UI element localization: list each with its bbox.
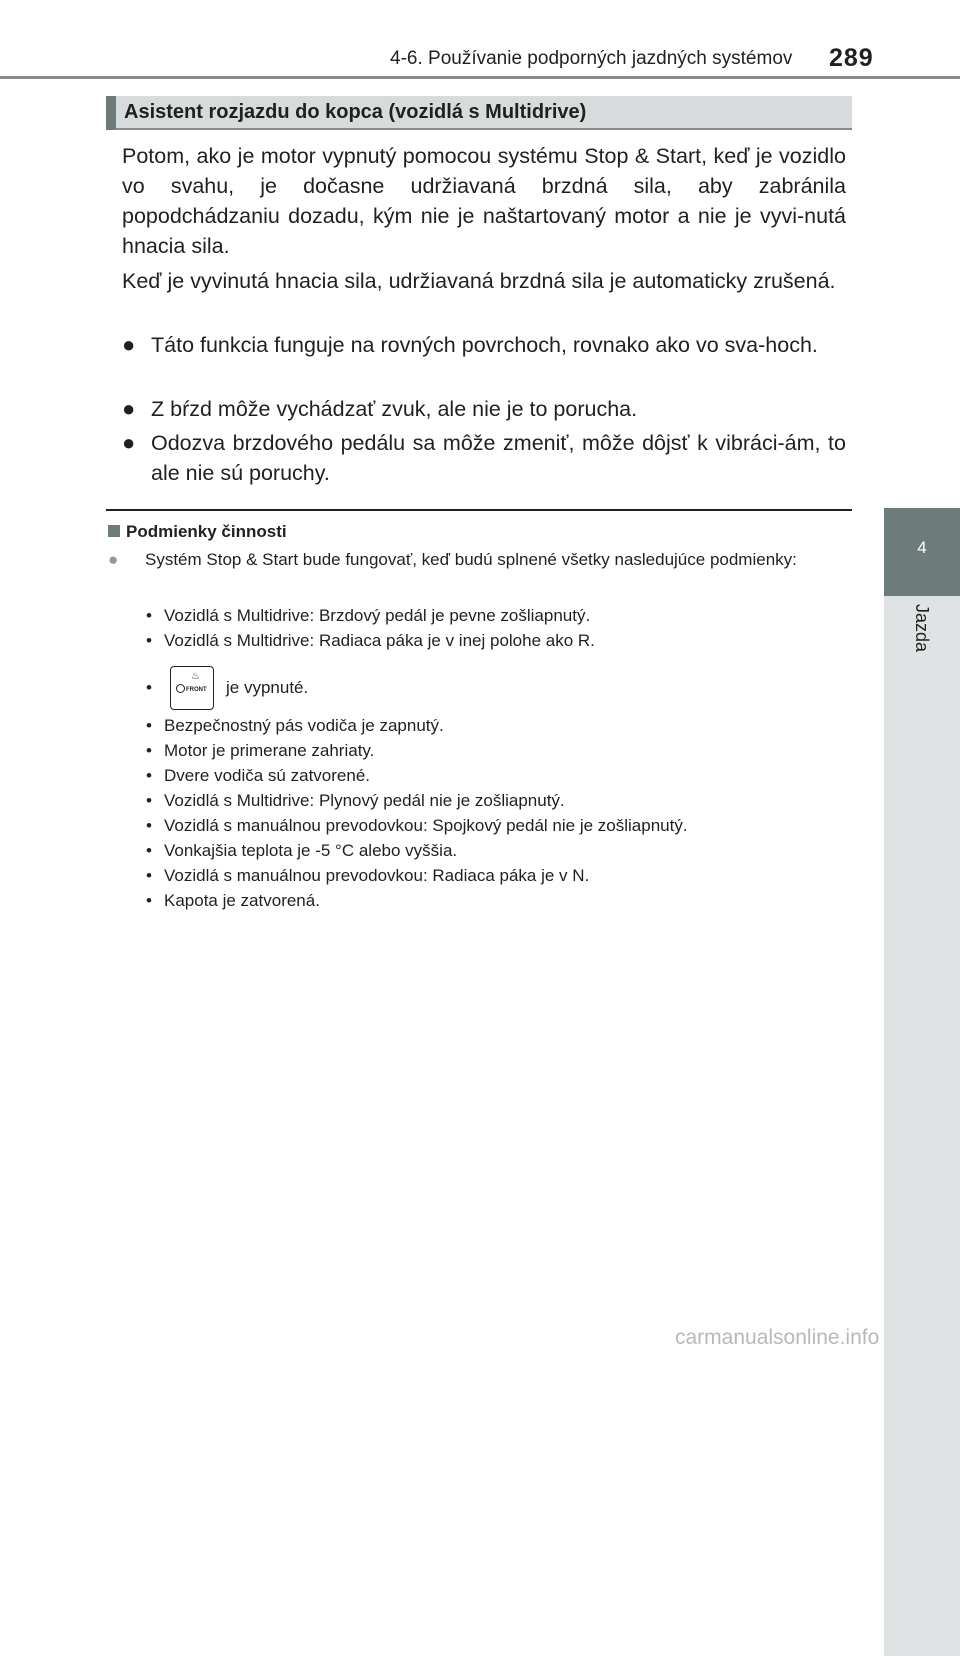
bullet-dot-icon: ● — [108, 550, 119, 569]
list-item: • Bezpečnostný pás vodiča je zapnutý. — [146, 713, 846, 738]
square-bullet-icon — [108, 525, 120, 537]
conditions-heading — [108, 522, 287, 542]
conditions-intro-text: Systém Stop & Start bude fungovať, keď budú splnené všetky nasledujúce podmienky: — [145, 550, 797, 569]
front-label: FRONT — [186, 687, 207, 693]
header-rule — [0, 76, 960, 79]
section-divider — [106, 509, 852, 511]
list-item: • Vozidlá s Multidrive: Brzdový pedál je pevne zošliapnutý. — [146, 603, 846, 628]
bullet-dot-icon: ● — [122, 430, 136, 455]
list-item: • Motor je primerane zahriaty. — [146, 738, 846, 763]
bullet-text: Z bŕzd môže vychádzať zvuk, ale nie je to porucha. — [151, 397, 638, 421]
heat-waves-icon: ♨ — [191, 671, 200, 682]
section-header — [106, 96, 852, 130]
conditions-list-b — [146, 713, 846, 913]
conditions-heading-text: Podmienky činnosti — [126, 522, 287, 541]
bullet-text: Táto funkcia funguje na rovných povrchoch, rovnako ako vo sva-hoch. — [151, 333, 818, 357]
conditions-list-a — [146, 603, 846, 653]
chapter-tab[interactable] — [884, 508, 960, 596]
bullet-dot-icon: ● — [122, 396, 136, 421]
list-item: • Dvere vodiča sú zatvorené. — [146, 763, 846, 788]
list-item: • Vozidlá s manuálnou prevodovkou: Spojkový pedál nie je zošliapnutý. — [146, 813, 846, 838]
bullet-dot-icon: ● — [122, 332, 136, 357]
chapter-tab-number: 4 — [917, 538, 927, 557]
section-header-accent — [106, 96, 116, 130]
watermark: carmanualsonline.info — [675, 1326, 880, 1349]
page-number: 289 — [829, 44, 874, 72]
icon-item-text: je vypnuté. — [226, 678, 309, 697]
list-item: • Vozidlá s manuálnou prevodovkou: Radiaca páka je v N. — [146, 863, 846, 888]
chapter-label: Jazda — [912, 604, 932, 653]
body-paragraph-1: Potom, ako je motor vypnutý pomocou systému Stop & Start, keď je vozidlo vo svahu, je dočasne udržiavaná brzdná sila, aby zabránila popodchádzaniu dozadu, kým nie je naštartovaný motor a nie je vyvi-nutá hnacia sila. — [122, 144, 846, 258]
indicator-ring — [176, 684, 185, 693]
list-item: • Vozidlá s Multidrive: Plynový pedál nie je zošliapnutý. — [146, 788, 846, 813]
chapter-strip — [884, 596, 960, 1656]
front-defogger-button-icon — [170, 666, 214, 710]
bullet-text: Odozva brzdového pedálu sa môže zmeniť, môže dôjsť k vibráci-ám, to ale nie sú poruchy. — [151, 431, 846, 485]
section-title: Asistent rozjazdu do kopca (vozidlá s Multidrive) — [124, 101, 587, 123]
page-header-title: 4-6. Používanie podporných jazdných systémov — [390, 48, 793, 69]
list-bullet: • — [146, 678, 152, 697]
list-item: • Vozidlá s Multidrive: Radiaca páka je v inej polohe ako R. — [146, 628, 846, 653]
list-item: • Kapota je zatvorená. — [146, 888, 846, 913]
list-item: • Vonkajšia teplota je -5 °C alebo vyššia. — [146, 838, 846, 863]
body-paragraph-2: Keď je vyvinutá hnacia sila, udržiavaná brzdná sila je automaticky zrušená. — [122, 269, 836, 293]
